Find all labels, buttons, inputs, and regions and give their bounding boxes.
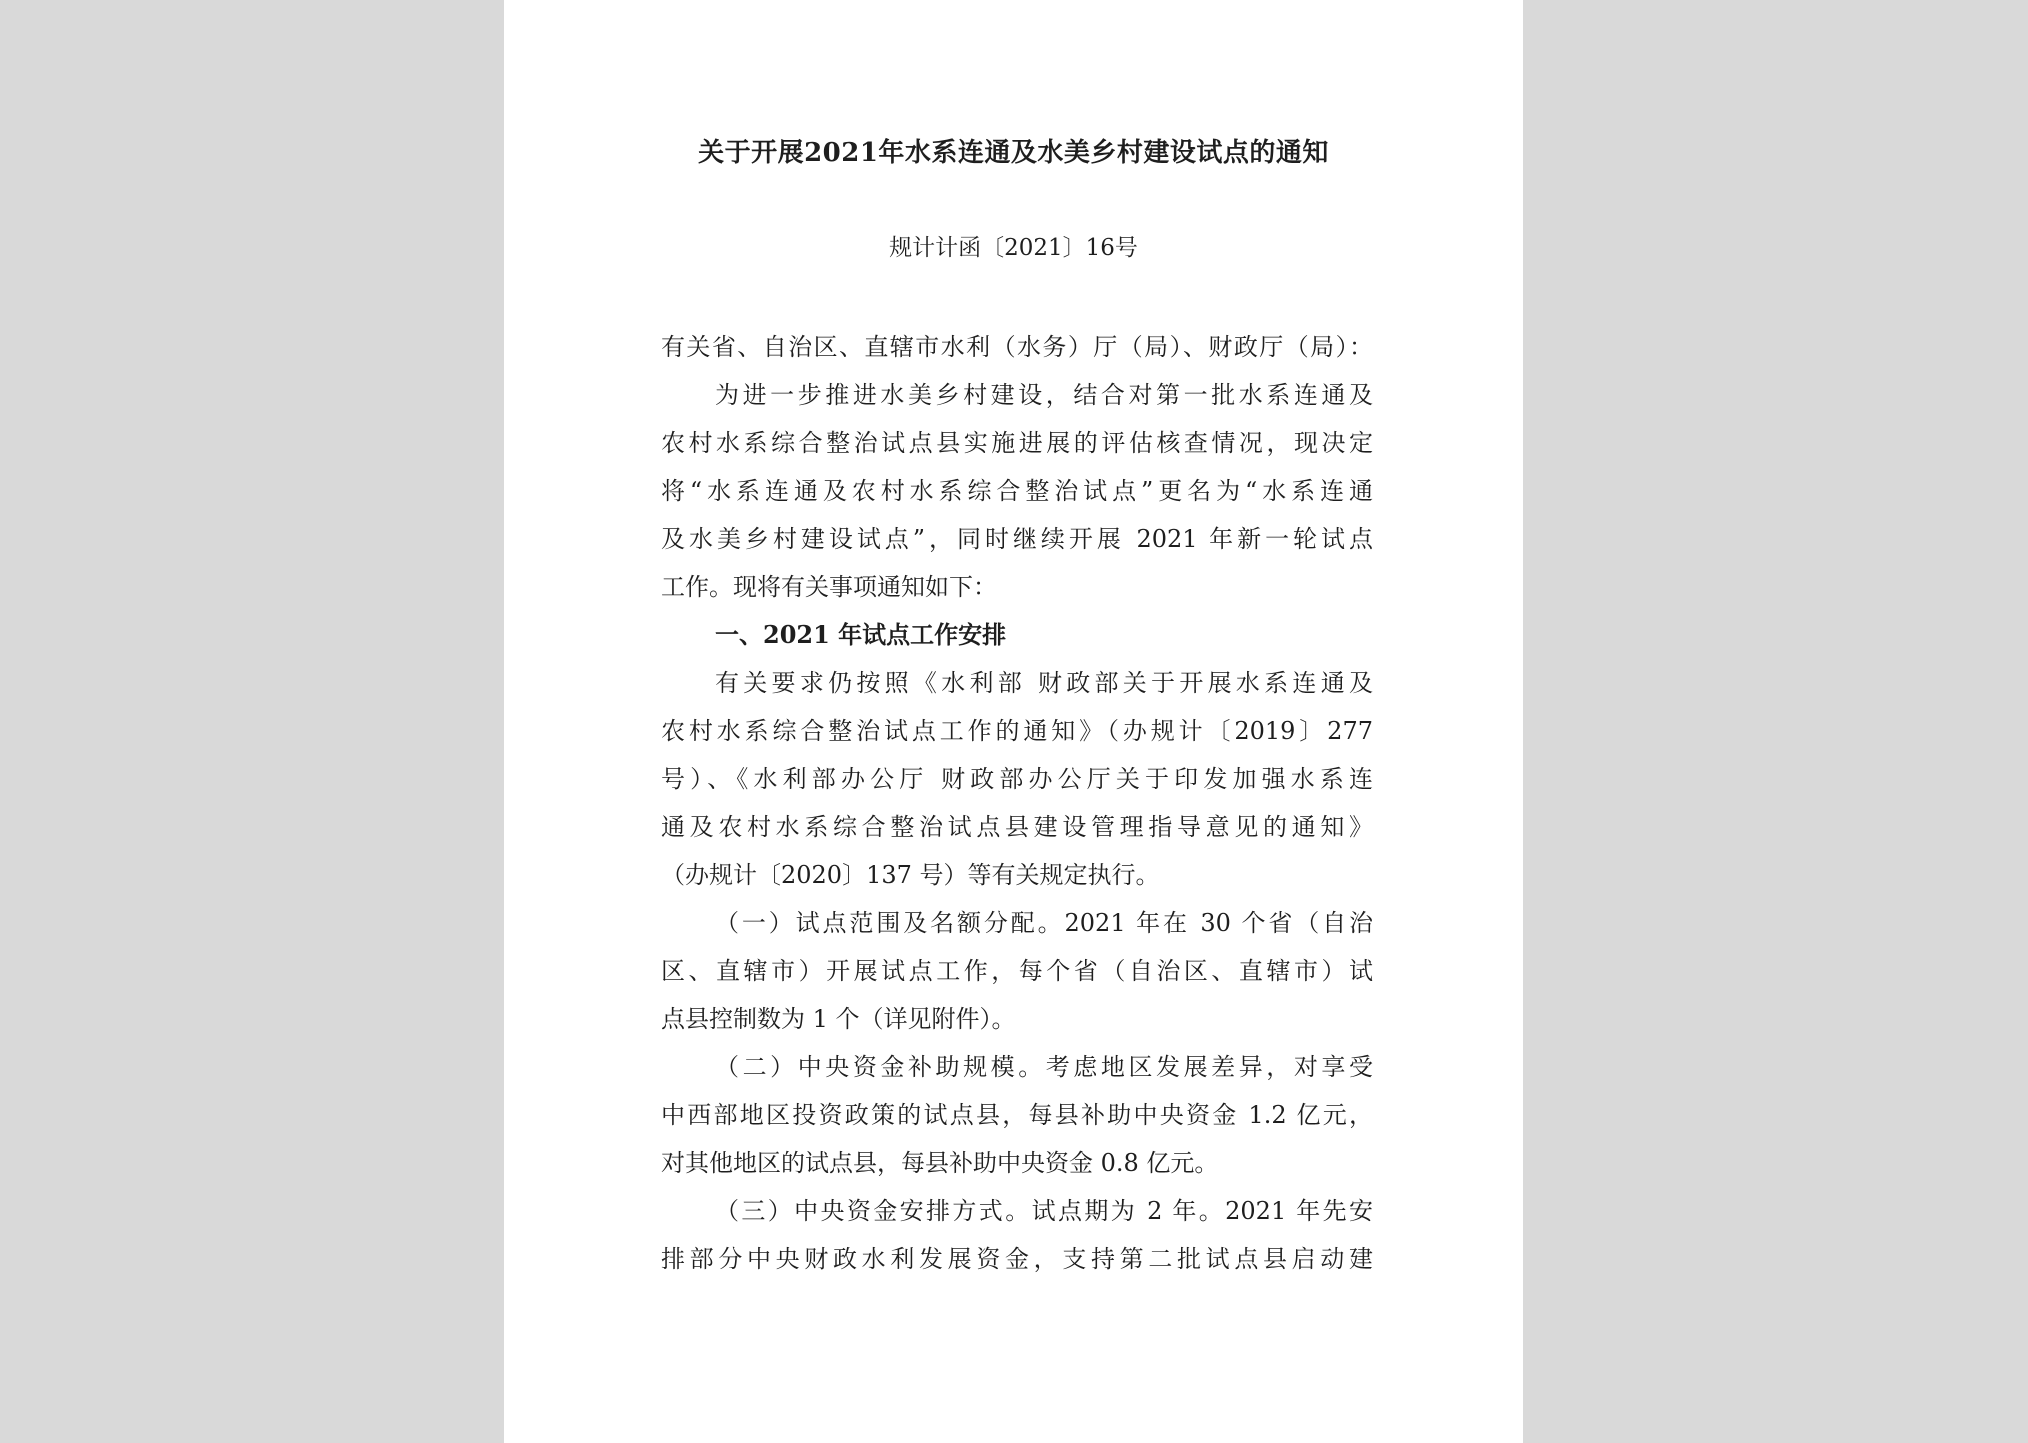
body-text-line: 区、直辖市）开展试点工作，每个省（自治区、直辖市）试: [661, 957, 1373, 985]
body-text-line: 排部分中央财政水利发展资金，支持第二批试点县启动建: [661, 1245, 1373, 1273]
body-text-line: （三）中央资金安排方式。试点期为 2 年。2021 年先安: [715, 1197, 1373, 1225]
body-text-line: 有关要求仍按照《水利部 财政部关于开展水系连通及: [715, 669, 1373, 697]
body-text-line: 为进一步推进水美乡村建设，结合对第一批水系连通及: [715, 381, 1373, 409]
section-heading: 一、2021 年试点工作安排: [715, 620, 1007, 649]
body-text-line: 农村水系综合整治试点县实施进展的评估核查情况，现决定: [661, 429, 1373, 457]
body-text-line: 中西部地区投资政策的试点县，每县补助中央资金 1.2 亿元，: [661, 1101, 1373, 1129]
body-text-line: 点县控制数为 1 个（详见附件）。: [661, 1005, 1016, 1033]
body-text-line: 有关省、自治区、直辖市水利（水务）厅（局）、财政厅（局）：: [661, 333, 1373, 361]
body-text-line: 农村水系综合整治试点工作的通知》（办规计〔2019〕277: [661, 717, 1373, 745]
body-text-line: （二）中央资金补助规模。考虑地区发展差异，对享受: [715, 1053, 1373, 1081]
document-title: 关于开展2021年水系连通及水美乡村建设试点的通知: [698, 138, 1329, 168]
body-text-line: 工作。现将有关事项通知如下：: [661, 573, 997, 601]
body-text-line: 对其他地区的试点县，每县补助中央资金 0.8 亿元。: [661, 1149, 1219, 1177]
body-text-line: 通及农村水系综合整治试点县建设管理指导意见的通知》: [661, 813, 1373, 841]
document-number: 规计计函〔2021〕16号: [889, 235, 1138, 261]
document-body: [661, 323, 1373, 1283]
body-text-line: 号）、《水利部办公厅 财政部办公厅关于印发加强水系连: [661, 765, 1373, 793]
body-text-line: 将“水系连通及农村水系综合整治试点”更名为“水系连通: [661, 477, 1373, 505]
body-text-line: （办规计〔2020〕137 号）等有关规定执行。: [661, 861, 1160, 889]
body-text-line: （一）试点范围及名额分配。2021 年在 30 个省（自治: [715, 909, 1373, 937]
document-page: [504, 0, 1523, 1443]
body-text-line: 及水美乡村建设试点”，同时继续开展 2021 年新一轮试点: [661, 525, 1373, 553]
